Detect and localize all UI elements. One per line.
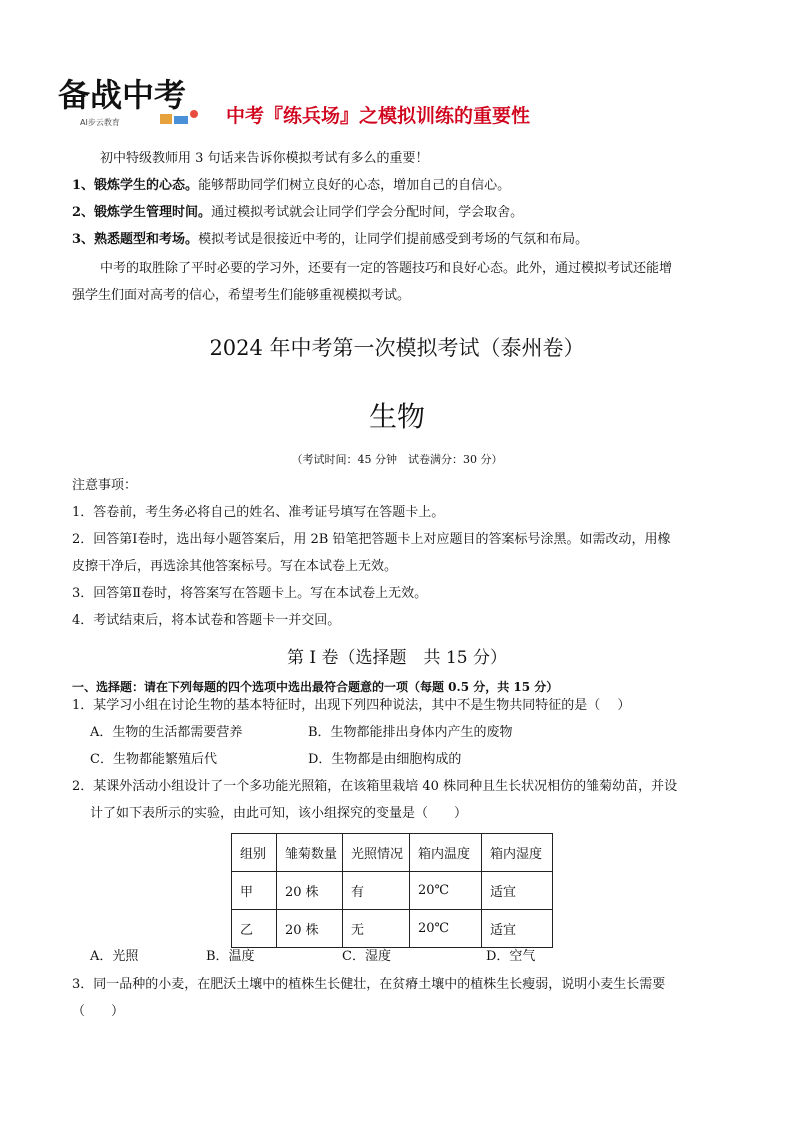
table-header-cell: 箱内温度 [410,834,482,872]
q1-option-b: B．生物都能排出身体内产生的废物 [308,725,513,740]
intro-lead: 初中特级教师用 3 句话来告诉你模拟考试有多么的重要！ [100,151,429,166]
exam-meta: （考试时间：45 分钟 试卷满分：30 分） [291,453,503,466]
q2-option-d: D．空气 [486,949,536,964]
intro-closing-2: 强学生们面对高考的信心，希望考生们能够重视模拟考试。 [72,288,411,303]
point-num: 2、 [72,205,95,220]
notice-item-4: 4．考试结束后，将本试卷和答题卡一并交回。 [72,613,341,628]
intro-point-2 [72,204,523,222]
table-cell: 适宜 [482,872,553,910]
table-cell: 20 株 [277,910,343,948]
notice-item-2-cont: 皮擦干净后，再选涂其他答案标号。写在本试卷上无效。 [72,559,398,574]
table-row [232,872,553,910]
question-3-stem-cont: （ ） [72,1004,125,1019]
table-cell: 无 [343,910,410,948]
intro-closing-1: 中考的取胜除了平时必要的学习外，还要有一定的答题技巧和良好心态。此外，通过模拟考试还能增 [100,261,673,276]
q2-option-b: B．温度 [206,949,255,964]
notice-item-1: 1．答卷前，考生务必将自己的姓名、准考证号填写在答题卡上。 [72,505,445,520]
table-row [232,910,553,948]
logo-text: 备战中考 [58,76,187,114]
exam-subject: 生物 [368,400,425,433]
section-heading: 一、选择题：请在下列每题的四个选项中选出最符合题意的一项（每题 0.5 分，共 15 分） [72,680,559,694]
intro-point-3 [72,231,588,249]
table-cell: 甲 [232,872,277,910]
point-bold: 锻炼学生的心态。 [94,178,199,193]
question-3-stem: 3．同一品种的小麦，在肥沃土壤中的植株生长健壮，在贫瘠土壤中的植株生长瘦弱，说明小麦生长需要 [72,977,666,992]
table-header-cell: 雏菊数量 [277,834,343,872]
part-title: 第 I 卷（选择题 共 15 分） [287,648,507,668]
point-text: 能够帮助同学们树立良好的心态，增加自己的自信心。 [198,178,511,193]
q2-option-a: A．光照 [90,949,139,964]
point-bold: 熟悉题型和考场。 [94,232,199,247]
brand-logo [56,70,206,132]
banner-title: 中考『练兵场』之模拟训练的重要性 [226,105,531,127]
table-cell: 20 株 [277,872,343,910]
q2-option-c: C．湿度 [342,949,391,964]
table-header-cell: 箱内湿度 [482,834,553,872]
table-cell: 有 [343,872,410,910]
table-cell: 20℃ [410,872,482,910]
question-2-stem: 2．某课外活动小组设计了一个多功能光照箱，在该箱里栽培 40 株同种且生长状况相仿的雏菊幼苗，并设 [72,779,678,794]
point-text: 通过模拟考试就会让同学们学会分配时间，学会取舍。 [211,205,524,220]
point-bold: 锻炼学生管理时间。 [94,205,212,220]
table-cell: 20℃ [410,910,482,948]
point-text: 模拟考试是很接近中考的，让同学们提前感受到考场的气氛和布局。 [198,232,589,247]
table-cell: 乙 [232,910,277,948]
table-header-cell: 组别 [232,834,277,872]
question-2-stem-cont: 计了如下表所示的实验，由此可知，该小组探究的变量是（ ） [90,806,468,821]
table-header-row [232,834,553,872]
logo-subtext: AI步云教育 [80,118,120,127]
q1-option-d: D．生物都是由细胞构成的 [308,752,462,767]
notice-item-3: 3．回答第Ⅱ卷时，将答案写在答题卡上。写在本试卷上无效。 [72,586,428,601]
notice-item-2: 2．回答第Ⅰ卷时，选出每小题答案后，用 2B 铅笔把答题卡上对应题目的答案标号涂黑。如需改动，用橡 [72,532,671,547]
logo-graphic [56,70,206,132]
exam-title: 2024 年中考第一次模拟考试（泰州卷） [209,336,585,360]
q1-option-a: A．生物的生活都需要营养 [90,725,243,740]
point-num: 1、 [72,178,95,193]
notice-heading: 注意事项： [72,478,138,493]
table-header-cell: 光照情况 [343,834,410,872]
table-cell: 适宜 [482,910,553,948]
q1-option-c: C．生物都能繁殖后代 [90,752,217,767]
experiment-table [231,833,553,948]
point-num: 3、 [72,232,95,247]
question-1-stem: 1．某学习小组在讨论生物的基本特征时，出现下列四种说法，其中不是生物共同特征的是（ ） [72,698,631,713]
intro-point-1 [72,177,510,195]
